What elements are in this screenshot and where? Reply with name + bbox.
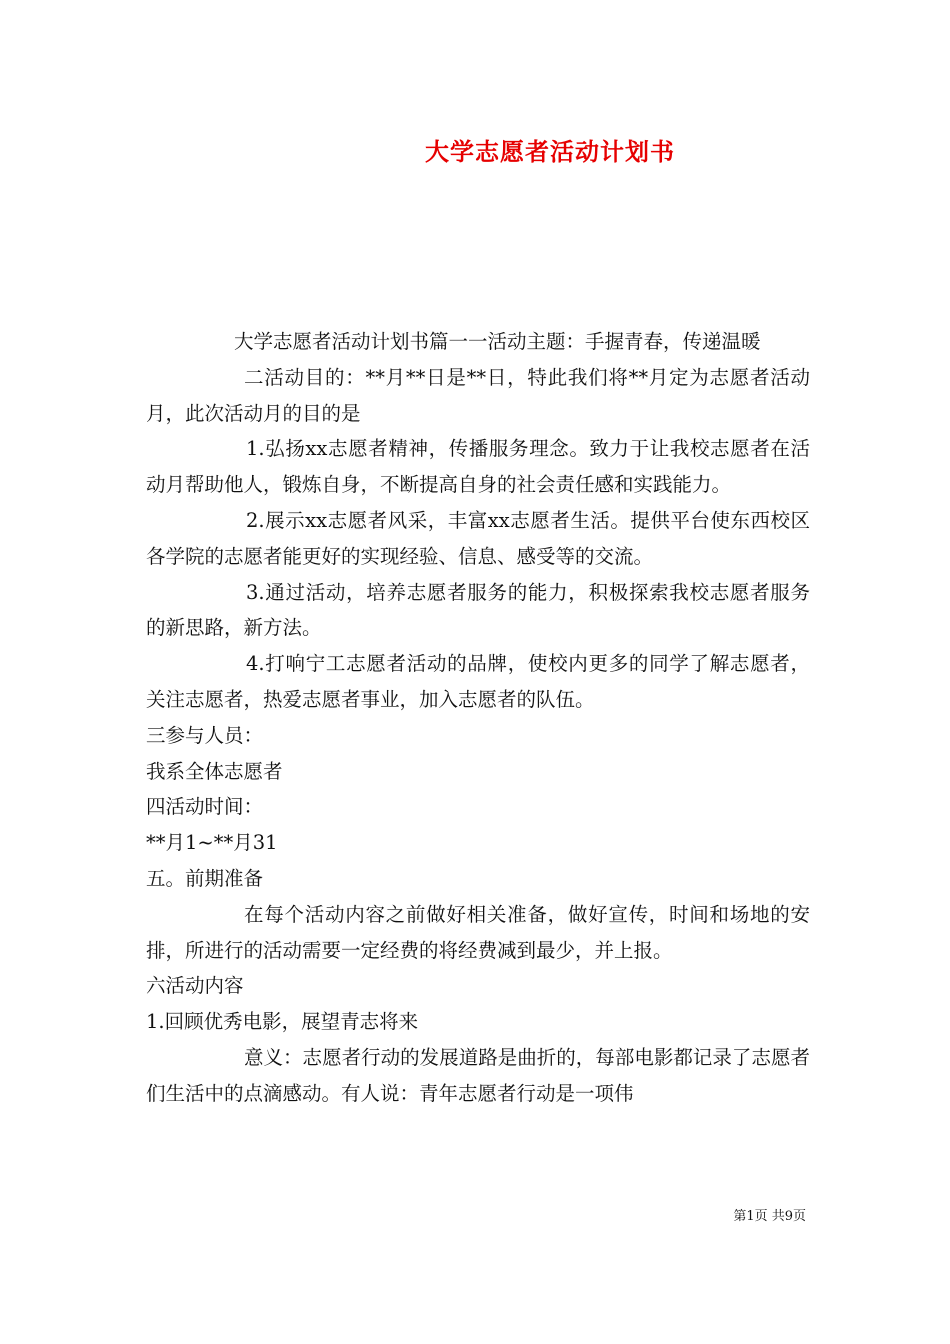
paragraph-content-1: 1.回顾优秀电影，展望青志将来 — [146, 1010, 419, 1034]
paragraph-theme: 大学志愿者活动计划书篇一一活动主题：手握青春，传递温暖 — [234, 330, 761, 353]
page-title: 大学志愿者活动计划书 — [425, 137, 675, 166]
heading-participants: 三参与人员： — [146, 723, 264, 747]
paragraph-purpose: 二活动目的：**月**日是**日，特此我们将**月定为志愿者活动月，此次活动月的目的是 — [146, 365, 810, 425]
paragraph-goal-4: 4.打响宁工志愿者活动的品牌，使校内更多的同学了解志愿者，关注志愿者，热爱志愿者事业，加入志愿者的队伍。 — [146, 652, 810, 711]
heading-content: 六活动内容 — [146, 974, 244, 998]
heading-preparation: 五。前期准备 — [146, 866, 264, 890]
heading-time: 四活动时间： — [146, 795, 264, 819]
document-body — [146, 324, 810, 1112]
paragraph-goal-3: 3.通过活动，培养志愿者服务的能力，积极探索我校志愿者服务的新思路，新方法。 — [146, 580, 810, 640]
paragraph-goal-1: 1.弘扬xx志愿者精神，传播服务理念。致力于让我校志愿者在活动月帮助他人，锻炼自身，不断提高自身的社会责任感和实践能力。 — [146, 437, 810, 497]
paragraph-preparation: 在每个活动内容之前做好相关准备，做好宣传，时间和场地的安排，所进行的活动需要一定经费的将经费减到最少，并上报。 — [146, 902, 810, 962]
paragraph-goal-2: 2.展示xx志愿者风采，丰富xx志愿者生活。提供平台使东西校区各学院的志愿者能更好的实现经验、信息、感受等的交流。 — [146, 508, 810, 568]
paragraph-time: **月1~**月31 — [146, 831, 278, 855]
paragraph-participants: 我系全体志愿者 — [146, 759, 283, 783]
paragraph-meaning: 意义：志愿者行动的发展道路是曲折的，每部电影都记录了志愿者们生活中的点滴感动。有人说：青年志愿者行动是一项伟 — [146, 1045, 810, 1105]
page-footer: 第1页 共9页 — [733, 1209, 806, 1224]
